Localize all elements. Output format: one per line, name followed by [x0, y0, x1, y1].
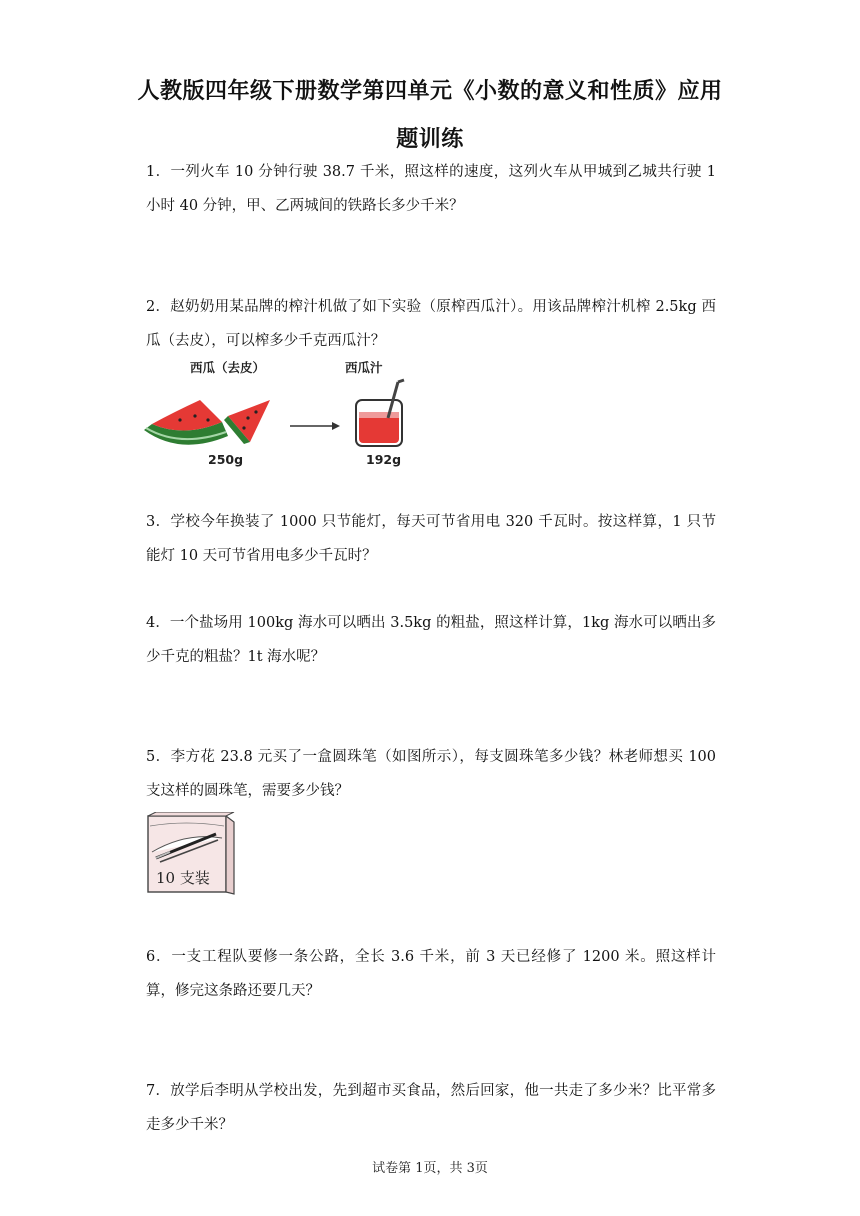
pen-box-figure [146, 812, 236, 896]
juice-glass-icon [356, 380, 404, 446]
watermelon-wedge-icon [224, 400, 270, 444]
question-7: 7．放学后李明从学校出发，先到超市买食品，然后回家，他一共走了多少米？比平常多走多少千米？ [146, 1083, 716, 1133]
watermelon-label: 西瓜（去皮） [190, 360, 266, 375]
question-5: 5．李方花 23.8 元买了一盒圆珠笔（如图所示），每支圆珠笔多少钱？林老师想买 100 支这样的圆珠笔，需要多少钱？ [146, 749, 716, 799]
watermelon-slice-icon [144, 400, 228, 445]
pen-box-label: 10 支装 [156, 869, 210, 887]
page-title-line-2: 题训练 [396, 127, 464, 152]
question-2: 2．赵奶奶用某品牌的榨汁机做了如下实验（原榨西瓜汁）。用该品牌榨汁机榨 2.5kg 西瓜（去皮），可以榨多少千克西瓜汁？ [146, 299, 716, 349]
question-4: 4．一个盐场用 100kg 海水可以晒出 3.5kg 的粗盐，照这样计算，1kg 海水可以晒出多少千克的粗盐？1t 海水呢？ [146, 615, 716, 665]
juice-label: 西瓜汁 [345, 360, 383, 375]
page-title-line-1: 人教版四年级下册数学第四单元《小数的意义和性质》应用 [137, 79, 723, 104]
question-1: 1．一列火车 10 分钟行驶 38.7 千米，照这样的速度，这列火车从甲城到乙城共行驶 1 小时 40 分钟，甲、乙两城间的铁路长多少千米？ [146, 164, 716, 214]
watermelon-weight: 250g [208, 452, 244, 467]
question-3: 3．学校今年换装了 1000 只节能灯，每天可节省用电 320 千瓦时。按这样算，1 只节能灯 10 天可节省用电多少千瓦时？ [146, 514, 716, 564]
arrow-right-icon [290, 422, 340, 430]
juice-figure [140, 356, 420, 472]
juice-weight: 192g [366, 452, 402, 467]
page-footer: 试卷第 1页，共 3页 [372, 1161, 488, 1176]
question-6: 6．一支工程队要修一条公路，全长 3.6 千米，前 3 天已经修了 1200 米。照这样计算，修完这条路还要几天？ [146, 949, 716, 999]
